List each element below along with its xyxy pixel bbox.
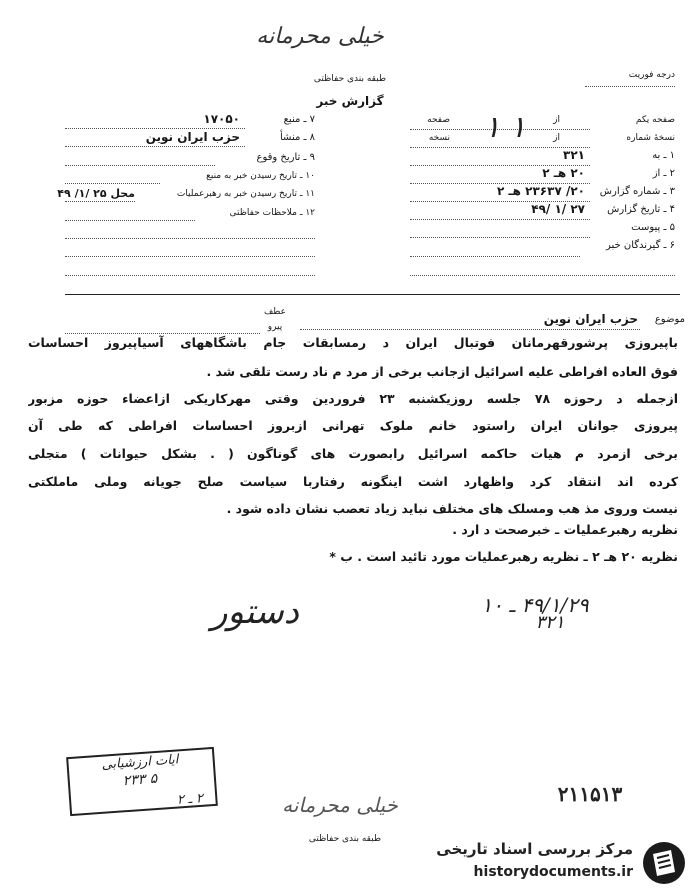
bottom-classification-label: طبقه بندی حفاظتی (308, 834, 382, 844)
watermark-title: مرکز بررسی اسناد تاریخی (436, 840, 633, 858)
page-sheet-label: صفحه (427, 115, 450, 125)
atf-peyro-line (65, 333, 260, 334)
field-5-line (410, 237, 590, 238)
handwritten-signature: دستور (211, 592, 299, 632)
watermark-url: historydocuments.ir (473, 864, 633, 880)
body-line-9: نظریه ۲۰ هـ ۲ ـ نظریه رهبرعملیات مورد تائید است . ب * (329, 549, 678, 564)
left-blank-line-2 (65, 256, 315, 257)
field-4-label: ۴ ـ تاریخ گزارش (607, 204, 675, 215)
body-line-8: نظریه رهبرعملیات ـ خبرصحت د ارد . (452, 522, 678, 537)
field-10-line (65, 183, 160, 184)
field-12-line (65, 220, 195, 221)
archive-number: ۲۱۱۵۱۳ (557, 782, 623, 806)
copy-handwritten-number: ۱ ۱ (484, 110, 526, 145)
body-line-4: پیروزی جوانان ایران راستود خانم ملوک تهرانی ازبروز احساسات افراطی که طی آن (28, 418, 678, 433)
priority-label: درجه فوریت (628, 70, 675, 80)
field-5-label: ۵ ـ پیوست (631, 222, 675, 233)
left-blank-line-3 (65, 275, 315, 276)
report-type-title: گزارش خبر (316, 94, 384, 108)
field-9-label: ۹ ـ تاریخ وقوع (256, 152, 315, 163)
field-7-line (65, 128, 245, 129)
field-11-label: ۱۱ ـ تاریخ رسیدن خبر به رهبرعملیات (176, 189, 315, 199)
peyro-label: پیرو (267, 322, 283, 332)
left-blank-line-1 (65, 238, 315, 239)
watermark (415, 838, 695, 890)
subject-line (300, 329, 640, 330)
body-line-6: کرده اند انتقاد کرد واظهارد اشت اینگونه رفتاربا سیاست صلح جویانه وملی ماملکتی (28, 474, 678, 489)
field-2-value: ۲۰ هـ ۲ (542, 166, 585, 180)
evaluation-stamp-line-2: ۲۳۳ ۵ (122, 770, 158, 790)
field-12-label: ۱۲ ـ ملاحظات حفاظتی (229, 208, 315, 218)
field-8-value: حزب ایران نوین (145, 130, 240, 144)
page-of: از (553, 115, 560, 125)
field-6-label: ۶ ـ گیرندگان خبر (605, 240, 675, 251)
field-4-value: ۴۹/ ۱/ ۲۷ (531, 202, 585, 216)
top-classification-stamp: خیلی محرمانه (256, 24, 384, 49)
body-line-5: برخی ازمرد م هیات حاکمه اسرائیل رابصورت های گوناگون ( . بشکل حیوانات ) متجلی (28, 446, 678, 461)
field-6-line-1 (410, 256, 580, 257)
field-4-line (410, 219, 590, 220)
field-6-line-2 (410, 275, 675, 276)
section-separator (65, 294, 680, 295)
priority-underline (585, 86, 675, 87)
field-7-value: ۱۷۰۵۰ (203, 112, 240, 126)
body-line-1: باپیروزی پرشورقهرمانان فوتبال ایران د رمسابقات جام باشگاههای آسیاپیروز احساسات (28, 335, 678, 350)
subject-value: حزب ایران نوین (543, 312, 638, 326)
evaluation-stamp-line-1: ایات ارزشیابی (101, 752, 179, 773)
field-7-label: ۷ ـ منبع (283, 114, 315, 125)
body-line-2: فوق العاده افراطی علیه اسرائیل ازجانب برخی از مرد م ناد رست تلقی شد . (206, 364, 678, 379)
field-11-line (65, 201, 135, 202)
archive-logo-icon (641, 840, 687, 886)
bottom-classification-stamp: خیلی محرمانه (282, 793, 398, 817)
field-11-value: محل ۲۵ /۱/ ۴۹ (57, 187, 135, 200)
handwritten-date-stamp: ۴۹/۱/۲۹ ـ ۱۰ (481, 593, 589, 617)
handwritten-date-code: ۳۲۱ (535, 612, 565, 633)
body-line-3: ازجمله د رحوزه ۷۸ جلسه روزیکشنبه ۲۳ فروردین وقتی مهرکاریکی ازاعضاء حوزه مزبور (28, 391, 678, 406)
field-8-label: ۸ ـ منشأ (279, 132, 315, 143)
copy-label: نسخهٔ شماره (626, 133, 675, 143)
body-line-7: نیست وروی مذ هب ومسلک های مختلف نباید زیاد تعصب نشان داده شود . (226, 501, 678, 516)
copy-of: از (553, 133, 560, 143)
copy-suffix: نسخه (428, 133, 450, 143)
field-8-line (65, 146, 245, 147)
classification-label: طبقه بندی حفاظتی (313, 74, 387, 84)
field-10-label: ۱۰ ـ تاریخ رسیدن خبر به منبع (206, 171, 315, 181)
atf-label: عطف (263, 307, 287, 317)
field-2-label: ۲ ـ از (652, 168, 675, 179)
field-3-value: ۲۰/ ۲۳۶۳۷ هـ ۲ (497, 184, 585, 198)
evaluation-stamp-line-3: ۲ ـ ۲ (176, 791, 204, 808)
field-1-value: ۳۲۱ (563, 148, 585, 162)
field-9-line (65, 165, 215, 166)
page-label: صفحه یکم (635, 115, 675, 125)
field-3-label: ۳ ـ شماره گزارش (599, 186, 675, 197)
subject-label: موضوع (654, 314, 685, 325)
field-1-label: ۱ ـ به (652, 150, 675, 161)
